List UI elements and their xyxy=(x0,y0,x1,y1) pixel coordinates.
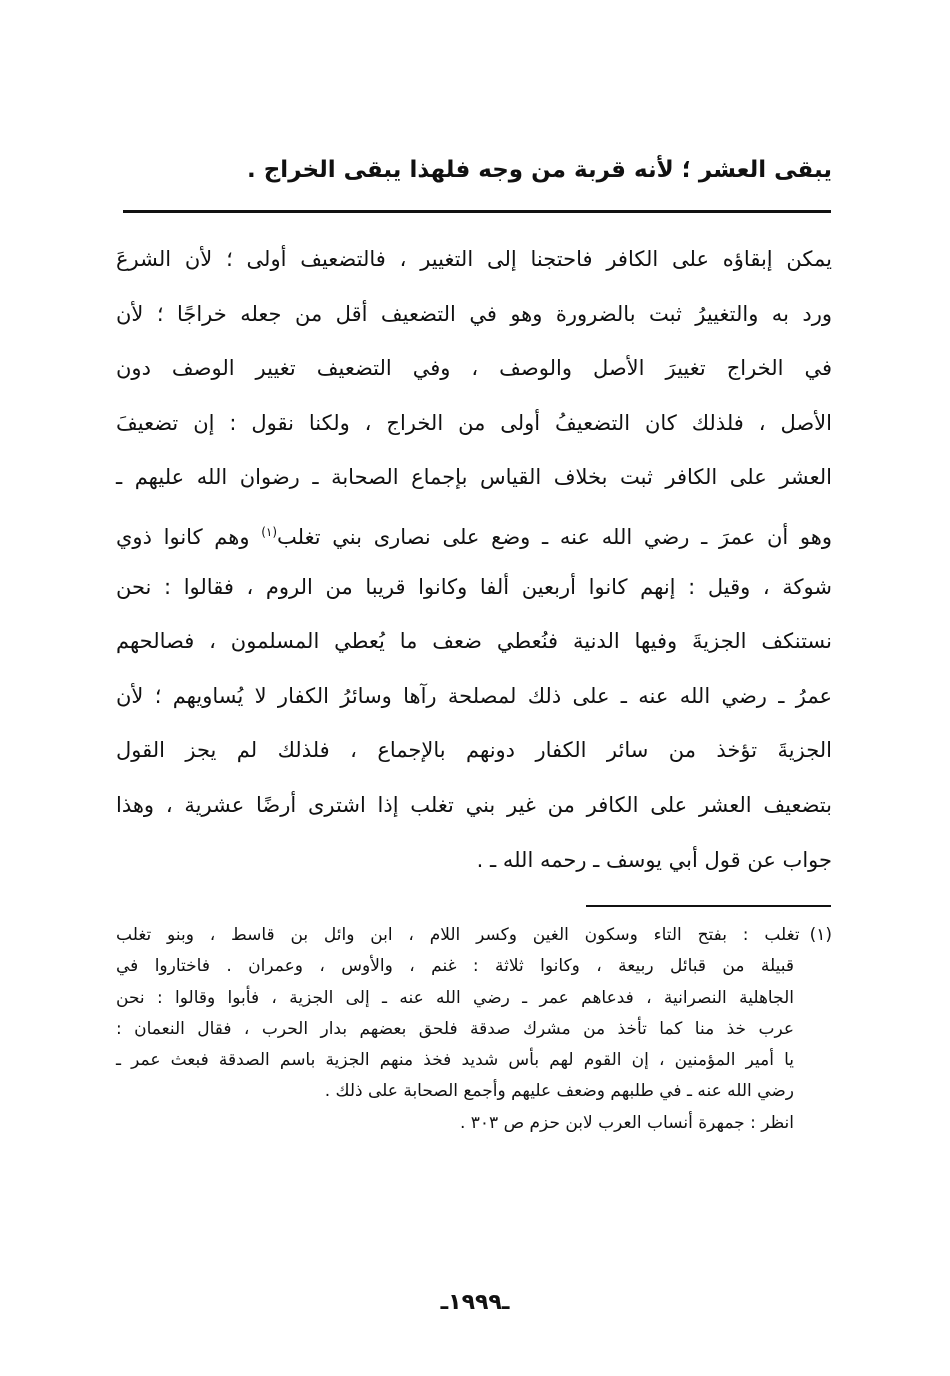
text-line: الجزيةَ تؤخذ من سائر الكفار دونهم بالإجماع ، فلذلك لم يجز القول xyxy=(116,738,832,763)
text-line: ورد به والتغييرُ ثبت بالضرورة وهو في التضعيف أقل من جعله خراجًا ؛ لأن xyxy=(116,301,832,326)
text-line: جواب عن قول أبي يوسف ـ رحمه الله ـ . xyxy=(476,847,832,872)
main-text xyxy=(116,232,832,887)
text-line-with-footnote xyxy=(116,505,832,560)
text-line: بتضعيف العشر على الكافر من غير بني تغلب إذا اشترى أرضًا عشرية ، وهذا xyxy=(116,792,832,817)
footnote-rule xyxy=(586,905,831,907)
text-segment: وهو أن عمرَ ـ رضي الله عنه ـ وضع على نصارى بني تغلب xyxy=(277,524,832,549)
footnote-source: انظر : جمهرة أنساب العرب لابن حزم ص ٣٠٣ . xyxy=(459,1112,794,1133)
page-number: ـ١٩٩٩ـ xyxy=(440,1290,510,1315)
header-rule xyxy=(123,210,831,213)
footnote-line: عرب خذ منا كما تأخذ من مشرك صدقة فلحق بعضهم بدار الحرب ، فقال النعمان : xyxy=(116,1018,794,1039)
text-segment: وهم كانوا ذوي xyxy=(116,524,250,549)
footnote-line: يا أمير المؤمنين ، إن القوم لهم بأس شديد فخذ منهم الجزية باسم الصدقة فبعث عمر ـ xyxy=(116,1050,794,1071)
running-header: يبقى العشر ؛ لأنه قربة من وجه فلهذا يبقى الخراج . xyxy=(246,157,832,183)
text-line: شوكة ، وقيل : إنهم كانوا أربعين ألفا وكانوا قريبا من الروم ، فقالوا : نحن xyxy=(116,574,832,599)
footnote-line xyxy=(116,920,832,951)
text-line: الأصل ، فلذلك كان التضعيفُ أولى من الخراج ، ولكنا نقول : إن تضعيفَ xyxy=(116,410,832,435)
text-line: العشر على الكافر ثبت بخلاف القياس بإجماع الصحابة ـ رضوان الله عليهم ـ xyxy=(116,465,832,490)
footnote-number: (١) xyxy=(809,925,832,945)
text-line: نستنكف الجزيةَ وفيها الدنية فنُعطي ضعف ما يُعطي المسلمون ، فصالحهم xyxy=(116,629,832,654)
footnote-marker[interactable]: (١) xyxy=(261,524,278,539)
footnote-line: قبيلة من قبائل ربيعة ، وكانوا ثلاثة : غنم ، والأوس ، وعمران . فاختاروا في xyxy=(116,956,794,977)
footnotes xyxy=(116,920,832,1139)
footnote-line: رضي الله عنه ـ في طلبهم وضعف عليهم وأجمع الصحابة على ذلك . xyxy=(324,1081,794,1102)
footnote-line: الجاهلية النصرانية ، فدعاهم عمر ـ رضي الله عنه ـ إلى الجزية ، فأبوا وقالوا : نحن xyxy=(116,987,794,1008)
text-line: عمرُ ـ رضي الله عنه ـ على ذلك لمصلحة رآها وسائرُ الكفار لا يُساويهم ؛ لأن xyxy=(116,683,832,708)
text-line: في الخراج تغييرَ الأصل والوصف ، وفي التضعيف تغيير الوصف دون xyxy=(116,356,832,381)
text-line: يمكن إبقاؤه على الكافر فاحتجنا إلى التغيير ، فالتضعيف أولى ؛ لأن الشرعَ xyxy=(116,247,832,271)
footnote-text: تغلب : بفتح التاء وسكون الغين وكسر اللام ، ابن وائل بن قاسط ، وبنو تغلب xyxy=(116,925,800,945)
